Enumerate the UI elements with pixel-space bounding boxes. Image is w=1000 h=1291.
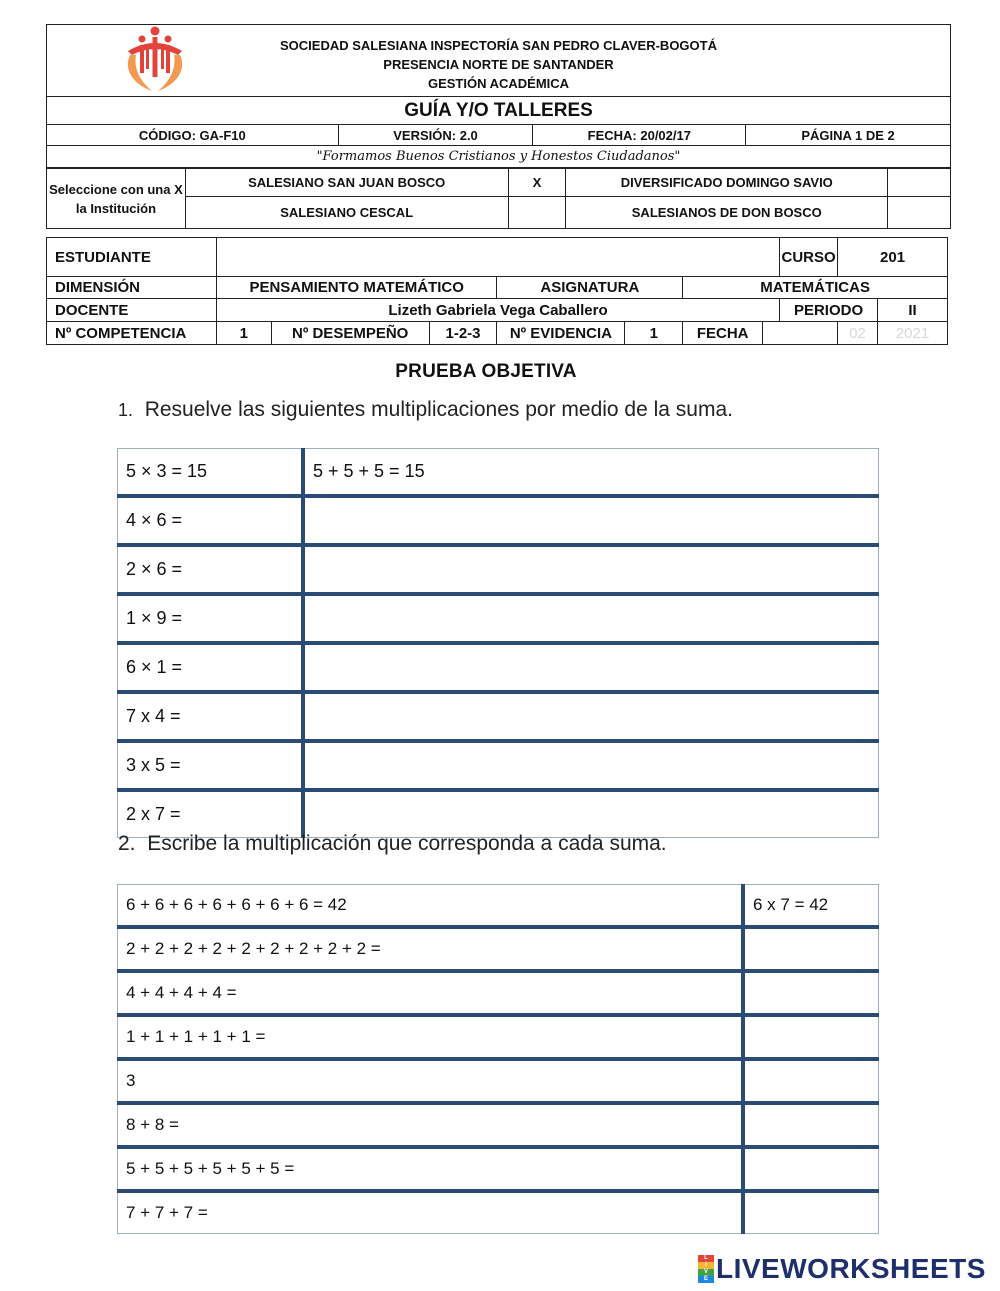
fecha-month: 02: [838, 322, 878, 345]
liveworksheets-name: LIVEWORKSHEETS: [716, 1253, 986, 1284]
q1-prompt: 2 × 6 =: [118, 545, 304, 594]
q2-row: [118, 1015, 879, 1059]
q1-row: [118, 545, 879, 594]
header-line-3: GESTIÓN ACADÉMICA: [427, 76, 570, 91]
question-1-text: Resuelve las siguientes multiplicaciones por medio de la suma.: [144, 398, 733, 421]
q2-row: [118, 971, 879, 1015]
q2-row: [118, 1191, 879, 1234]
q2-row: [118, 1147, 879, 1191]
document-title: GUÍA Y/O TALLERES: [47, 97, 951, 125]
q2-answer-field[interactable]: [743, 1059, 879, 1103]
docente-label: DOCENTE: [47, 299, 217, 322]
q1-answer-field[interactable]: [303, 643, 879, 692]
periodo-value: II: [878, 299, 948, 322]
periodo-label: PERIODO: [780, 299, 878, 322]
q1-row: [118, 643, 879, 692]
q2-row: [118, 885, 879, 928]
codigo-cell: CÓDIGO: GA-F10: [47, 125, 339, 146]
q2-prompt: 5 + 5 + 5 + 5 + 5 + 5 =: [118, 1147, 744, 1191]
fecha-cell: FECHA: 20/02/17: [533, 125, 746, 146]
dimension-label: DIMENSIÓN: [47, 277, 217, 299]
institution-3-mark[interactable]: [508, 197, 566, 229]
fecha-label: FECHA: [683, 322, 763, 345]
institution-3: SALESIANO CESCAL: [185, 197, 508, 229]
q2-row: [118, 1059, 879, 1103]
q1-prompt: 7 x 4 =: [118, 692, 304, 741]
question-2-number: 2.: [118, 832, 136, 855]
q2-row: [118, 1103, 879, 1147]
test-title: PRUEBA OBJETIVA: [395, 361, 577, 382]
q1-row: [118, 449, 879, 497]
q1-answer-field[interactable]: 5 + 5 + 5 = 15: [303, 449, 879, 497]
header-line-1: SOCIEDAD SALESIANA INSPECTORÍA SAN PEDRO CLAVER-BOGOTÁ: [280, 38, 717, 53]
estudiante-field[interactable]: [216, 238, 779, 277]
curso-label: CURSO: [780, 238, 838, 277]
question-1-number: 1.: [118, 400, 134, 420]
institution-select-table: [46, 168, 951, 229]
curso-value: 201: [838, 238, 948, 277]
header-institution-cell: [47, 25, 951, 97]
q2-prompt: 2 + 2 + 2 + 2 + 2 + 2 + 2 + 2 + 2 =: [118, 927, 744, 971]
q2-answer-field[interactable]: 6 x 7 = 42: [743, 885, 879, 928]
q2-prompt: 3: [118, 1059, 744, 1103]
q1-row: [118, 692, 879, 741]
student-info: [46, 237, 948, 345]
fecha-year: 2021: [878, 322, 948, 345]
institution-4-mark[interactable]: [888, 197, 951, 229]
motto: "Formamos Buenos Cristianos y Honestos Ciudadanos": [47, 146, 951, 168]
q1-row: [118, 496, 879, 545]
q1-answer-field[interactable]: [303, 790, 879, 838]
dimension-value: PENSAMIENTO MATEMÁTICO: [216, 277, 497, 299]
q1-row: [118, 741, 879, 790]
version-cell: VERSIÓN: 2.0: [338, 125, 533, 146]
q2-row: [118, 927, 879, 971]
competencia-label: Nº COMPETENCIA: [47, 322, 217, 345]
institution-2: DIVERSIFICADO DOMINGO SAVIO: [566, 169, 888, 197]
desempeno-value: 1-2-3: [429, 322, 497, 345]
q1-answer-field[interactable]: [303, 545, 879, 594]
asignatura-label: ASIGNATURA: [497, 277, 683, 299]
institution-select-label: Seleccione con una X la Institución: [47, 169, 186, 229]
asignatura-value: MATEMÁTICAS: [683, 277, 948, 299]
q1-prompt: 3 x 5 =: [118, 741, 304, 790]
question-2: [118, 832, 667, 856]
header-table: [46, 24, 951, 168]
evidencia-value: 1: [625, 322, 683, 345]
document-header: [46, 24, 951, 229]
competencia-value: 1: [216, 322, 271, 345]
q1-prompt: 6 × 1 =: [118, 643, 304, 692]
institution-4: SALESIANOS DE DON BOSCO: [566, 197, 888, 229]
q1-prompt: 4 × 6 =: [118, 496, 304, 545]
q2-answer-field[interactable]: [743, 1147, 879, 1191]
question-1-table: [117, 448, 879, 838]
fecha-day-field[interactable]: [763, 322, 838, 345]
institution-1: SALESIANO SAN JUAN BOSCO: [185, 169, 508, 197]
q1-answer-field[interactable]: [303, 741, 879, 790]
desempeno-label: Nº DESEMPEÑO: [271, 322, 429, 345]
estudiante-label: ESTUDIANTE: [47, 238, 217, 277]
q1-row: [118, 790, 879, 838]
q2-answer-field[interactable]: [743, 1103, 879, 1147]
question-1: [118, 398, 733, 422]
q1-prompt: 2 x 7 =: [118, 790, 304, 838]
docente-value: Lizeth Gabriela Vega Caballero: [216, 299, 779, 322]
q1-answer-field[interactable]: [303, 594, 879, 643]
q1-prompt: 1 × 9 =: [118, 594, 304, 643]
salesian-logo-icon: [122, 25, 188, 95]
q2-prompt: 1 + 1 + 1 + 1 + 1 =: [118, 1015, 744, 1059]
q2-prompt: 7 + 7 + 7 =: [118, 1191, 744, 1234]
q2-answer-field[interactable]: [743, 1015, 879, 1059]
evidencia-label: Nº EVIDENCIA: [497, 322, 625, 345]
q2-prompt: 4 + 4 + 4 + 4 =: [118, 971, 744, 1015]
student-info-table: [46, 237, 948, 345]
q1-answer-field[interactable]: [303, 496, 879, 545]
q2-answer-field[interactable]: [743, 1191, 879, 1234]
q2-prompt: 6 + 6 + 6 + 6 + 6 + 6 + 6 = 42: [118, 885, 744, 928]
liveworksheets-brand[interactable]: [698, 1253, 986, 1285]
q1-prompt: 5 × 3 = 15: [118, 449, 304, 497]
q2-answer-field[interactable]: [743, 927, 879, 971]
q1-row: [118, 594, 879, 643]
q2-answer-field[interactable]: [743, 971, 879, 1015]
q2-prompt: 8 + 8 =: [118, 1103, 744, 1147]
liveworksheets-logo-icon: L I V E: [698, 1255, 714, 1283]
pagina-cell: PÁGINA 1 DE 2: [746, 125, 951, 146]
q1-answer-field[interactable]: [303, 692, 879, 741]
question-2-text: Escribe la multiplicación que corresponda a cada suma.: [147, 832, 667, 855]
institution-1-mark[interactable]: X: [508, 169, 566, 197]
institution-2-mark[interactable]: [888, 169, 951, 197]
header-line-2: PRESENCIA NORTE DE SANTANDER: [383, 57, 614, 72]
question-2-table: [117, 884, 879, 1234]
